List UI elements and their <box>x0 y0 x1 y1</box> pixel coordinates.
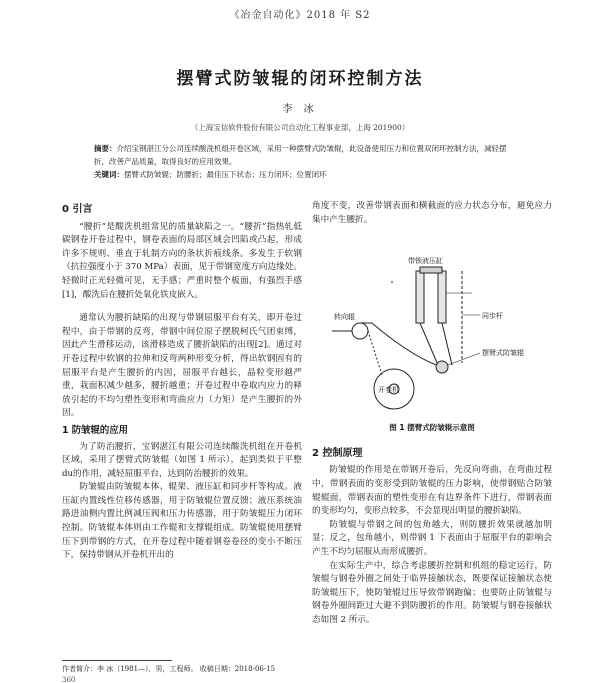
section-2-paragraph-3: 在实际生产中，综合考虑腰折控制和机组的稳定运行，防皱辊与钢卷外圈之间处于临界接触状态，既要保证接触状态使防皱辊压下，使防皱辊过压导致带钢跑偏；也要防止防皱辊与钢卷外圈间距过大避不到防腰折的作用。防皱辊与钢卷接触状态如图 2 所示。 <box>312 560 552 625</box>
right-column <box>312 200 552 628</box>
figure-1-diagram <box>312 253 552 413</box>
section-1-paragraph-1: 为了防治腰折，宝钢湛江有限公司连续酸洗机组在开卷机区域，采用了摆臂式防皱辊（如图 1 所示），起到类似于平整du的作用，减轻屈服平台，达到防治腰折的效果。 <box>62 441 302 479</box>
keywords-label: 关键词： <box>94 170 124 179</box>
author-affiliation: （上海宝信软件股份有限公司自动化工程事业部，上海 201900） <box>190 123 410 132</box>
paper-title: 摆臂式防皱辊的闭环控制方法 <box>176 69 424 89</box>
fig-strip-guide <box>368 331 382 375</box>
fig-cylinder-left <box>416 271 424 323</box>
fig-label-sync-bar: 同步杆 <box>482 312 503 321</box>
fig-anti-wrinkle-roll <box>436 361 448 373</box>
fig-arm-right <box>442 323 452 365</box>
page-number: 360 <box>62 676 76 683</box>
section-2-paragraph-1: 防皱辊的作用是在带钢开卷后，先反向弯曲，在弯曲过程中，带钢表面的变形受到防皱辊的压力影响，使带钢贴合防皱辊辊面，带钢表面的塑性变形在有边界条件下进行，带钢表面的变形均匀，变形点较多，不会显现出明显的腰折缺陷。 <box>312 465 552 517</box>
keywords <box>94 168 514 181</box>
footnote: 作者简介：李 冰（1981—），男，工程师。 收稿日期：2018-06-15 <box>62 665 276 673</box>
intro-paragraph-2: 通常认为腰折缺陷的出现与带钢屈服平台有关，即开卷过程中，由于带钢的反弯，带钢中间位原子摆脱柯氏气团束缚，因此产生滑移运动，该滑移造成了腰折缺陷的出现[2]。通过对开卷过程中软钢的拉伸和反弯两种形变分析，得出软钢固有的屈服平台是产生腰折的内因，屈服平台越长，晶粒变形越严重，栽面积减少越多，腰折越重；开卷过程中卷取内应力的释放引起的不均匀塑性变形和弯曲应力（力矩）是产生腰折的外因。 <box>62 313 302 419</box>
figure-1-caption: 图 1 摆臂式防皱辊示意图 <box>389 423 475 433</box>
left-column <box>62 200 302 563</box>
abstract-block <box>94 142 514 181</box>
fig-leader-roll <box>448 353 480 365</box>
section-1-heading: 1 防皱辊的应用 <box>62 424 129 436</box>
keywords-body: 摆臂式防皱辊；防腰折；最佳压下状态；压力闭环；位置闭环 <box>124 170 327 179</box>
intro-heading: 0 引言 <box>62 204 93 215</box>
intro-paragraph-1: “腰折”是酸洗机组常见的质量缺陷之一。“腰折”指热轧低碳钢卷开卷过程中，钢卷表面的局部区域会凹陷或凸起，形成许多不规则、垂直于轧制方向的条状折痕线条。多发生于软钢（抗拉强度小于 370 MPa）表面，见于带钢宽度方向边缘处。轻微时正光轻微可见，无手感；严重时整个板面，有强烈手感[1]，酸洗后在腰折处氧化铁皮嵌入。 <box>62 221 302 300</box>
abstract-body: 介绍宝钢湛江分公司连续酸洗机组开卷区域，采用一种摆臂式防皱辊，此设备使用压力和位置双闭环控制方法，减轻摆折，改善产品质量，取得良好的应用效果。 <box>94 144 507 166</box>
section-1-paragraph-3: 角度不变，改善带钢表面和横截面的应力状态分布，避免应力集中产生腰折。 <box>312 201 552 225</box>
paper-author: 李 冰 <box>282 104 318 115</box>
figure-1 <box>312 253 552 413</box>
fig-label-uncoiler: 开卷机 <box>378 386 399 395</box>
section-1-paragraph-2: 防皱辊由防皱辊本体、辊架、液压缸和同步杆等构成。液压缸内置线性位移传感器，用于防皱辊位置反馈；液压系统油路进油侧内置比例减压阀和压力传感器，用于防皱辊压力闭环控制。防皱辊本体则由工作辊和支撑辊组成。防皱辊使用摆臂压下到带钢的方式，在开卷过程中随着钢卷卷径的变小不断压下，保持带钢从开卷机开出的 <box>62 482 302 561</box>
fig-label-anti-wrinkle-roll: 摆臂式防皱辊 <box>482 349 524 358</box>
fig-label-turn-roll: 转向辊 <box>334 313 355 322</box>
section-2-heading: 2 控制原理 <box>312 447 363 459</box>
section-2-paragraph-2: 防皱辊与带钢之间的包角越大，则防腰折效果就越加明显；反之，包角越小，则带钢 1 下表面由于屈服平台的影响会产生不均匀屈服从而形成腰折。 <box>312 519 552 557</box>
fig-turn-roll <box>352 323 368 339</box>
footnote-rule <box>62 660 172 661</box>
fig-cylinder-cap <box>420 267 442 273</box>
abstract-text <box>94 142 514 168</box>
journal-header: 《冶金自动化》2018 年 S2 <box>229 10 371 21</box>
abstract-label: 摘要： <box>94 144 117 153</box>
fig-cylinder-right <box>438 271 446 323</box>
fig-strip-path <box>360 323 436 365</box>
fig-label-cylinder: 带锁液压缸 <box>408 257 443 266</box>
